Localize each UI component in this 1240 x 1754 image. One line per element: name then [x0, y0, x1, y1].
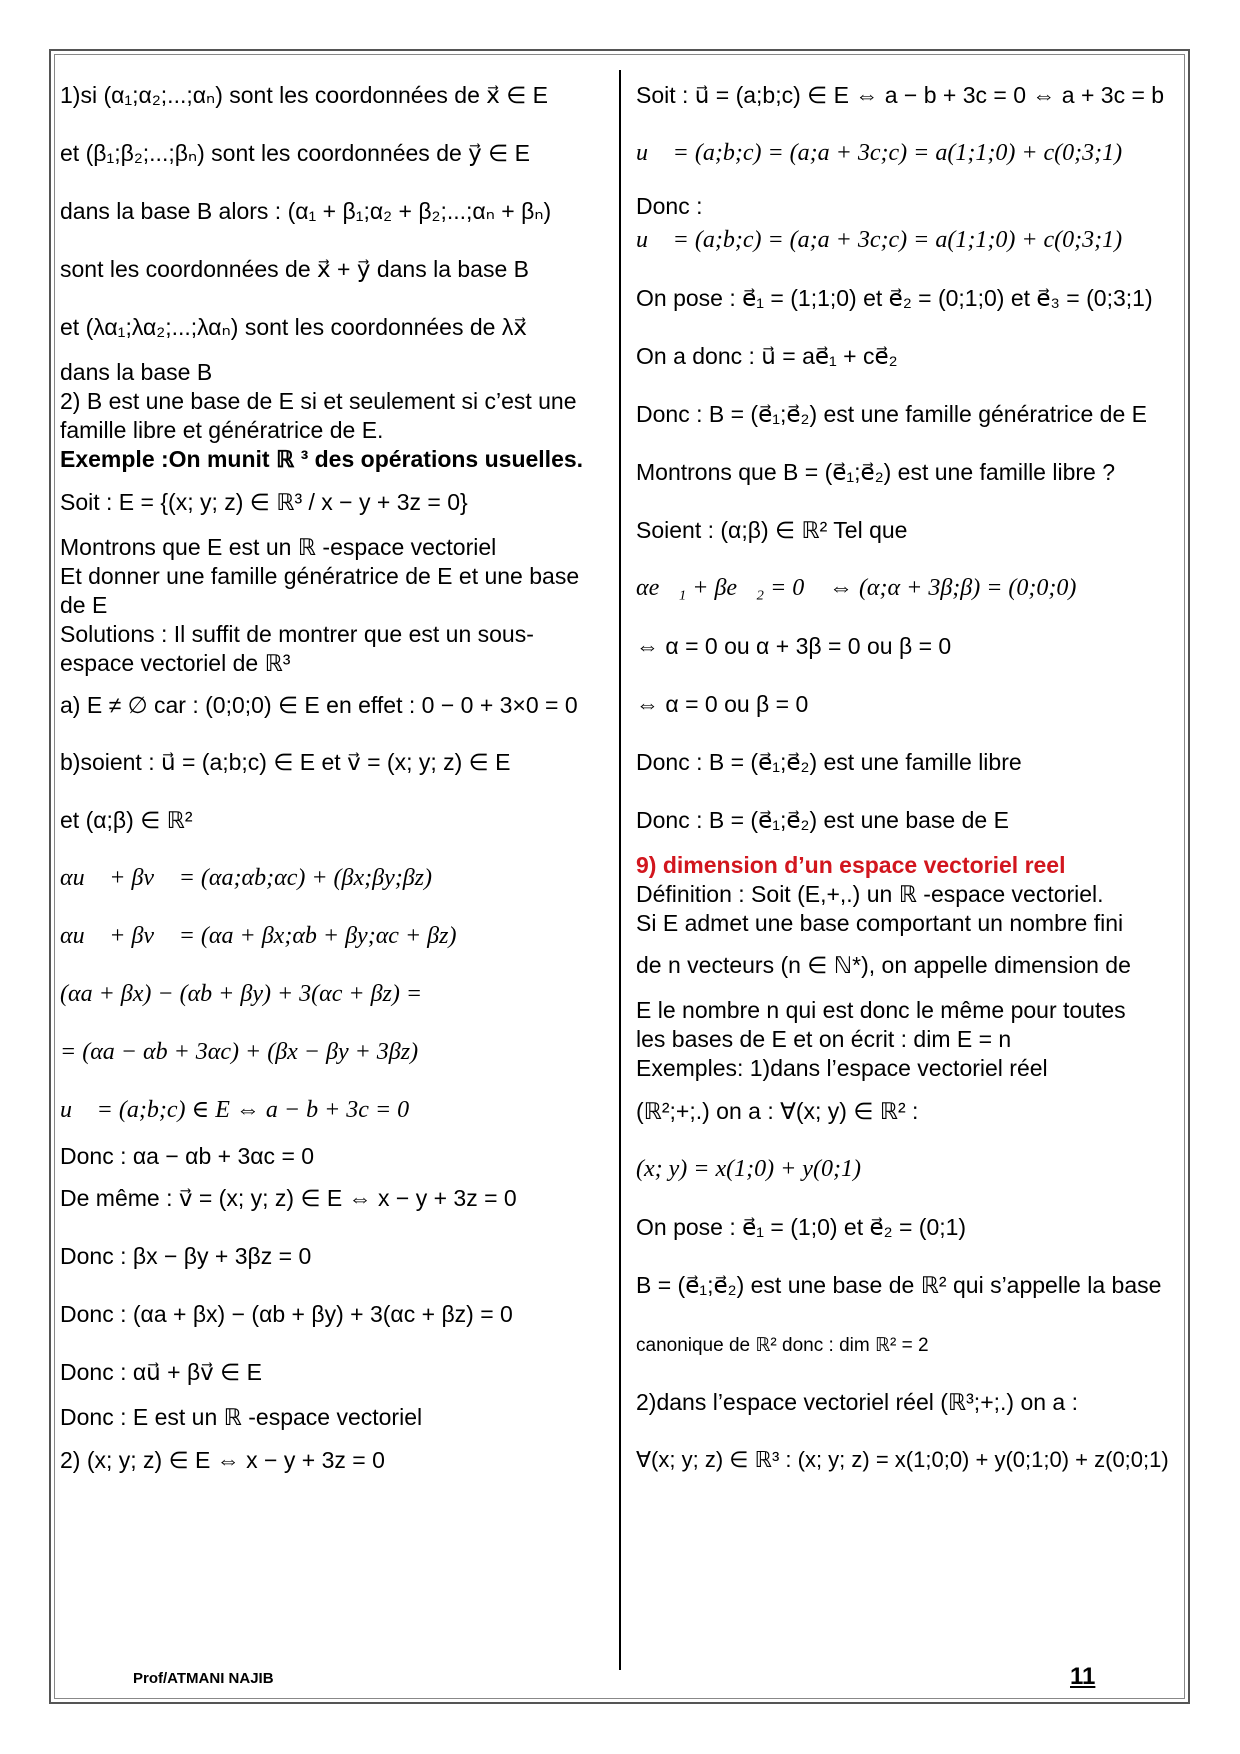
left-line-8: famille libre et génératrice de E.	[60, 417, 384, 443]
left-line-1: 1)si (α₁;α₂;...;αₙ) sont les coordonnées de x⃗ ∈ E	[60, 82, 549, 108]
right-line-13: Donc : B = (e⃗₁;e⃗₂) est une famille libre	[636, 749, 1022, 775]
right-line-22: (ℝ²;+;.) on a : ∀(x; y) ∈ ℝ² :	[636, 1098, 919, 1124]
right-eq-4: u⃗ = (a;b;c) = (a;a + 3c;c) = a(1;1;0) + c(0;3;1)	[636, 227, 1123, 253]
right-line-26: canonique de ℝ² donc : dim ℝ² = 2	[636, 1335, 929, 1356]
left-line-2: et (β₁;β₂;...;βₙ) sont les coordonnées de y⃗ ∈ E	[60, 140, 530, 166]
left-line-15: espace vectoriel de ℝ³	[60, 650, 291, 676]
right-line-6: On a donc : u⃗ = ae⃗₁ + ce⃗₂	[636, 343, 898, 369]
left-line-10: Soit : E = {(x; y; z) ∈ ℝ³ / x − y + 3z = 0}	[60, 489, 468, 515]
right-line-20: les bases de E et on écrit : dim E = n	[636, 1026, 1012, 1052]
right-line-9: Soient : (α;β) ∈ ℝ² Tel que	[636, 517, 908, 543]
left-line-24: Donc : αa − αb + 3αc = 0	[60, 1143, 315, 1169]
right-line-5: On pose : e⃗₁ = (1;1;0) et e⃗₂ = (0;1;0) et e⃗₃ = (0;3;1)	[636, 285, 1153, 311]
left-line-6: dans la base B	[60, 359, 213, 385]
right-eq-2: u⃗ = (a;b;c) = (a;a + 3c;c) = a(1;1;0) + c(0;3;1)	[636, 140, 1123, 166]
footer-author: Prof/ATMANI NAJIB	[133, 1670, 274, 1687]
left-line-11: Montrons que E est un ℝ -espace vectoriel	[60, 534, 497, 560]
left-line-26: Donc : βx − βy + 3βz = 0	[60, 1243, 312, 1269]
right-line-17: Si E admet une base comportant un nombre fini	[636, 910, 1124, 936]
left-eq-21: (αa + βx) − (αb + βy) + 3(αc + βz) =	[60, 981, 423, 1007]
left-line-28: Donc : αu⃗ + βv⃗ ∈ E	[60, 1359, 262, 1385]
left-line-17: b)soient : u⃗ = (a;b;c) ∈ E et v⃗ = (x; y; z) ∈ E	[60, 749, 511, 775]
left-eq-23: u⃗ = (a;b;c) ∈ E ⇔ a − b + 3c = 0	[60, 1097, 410, 1123]
right-line-19: E le nombre n qui est donc le même pour toutes	[636, 997, 1126, 1023]
right-line-3: Donc :	[636, 193, 703, 219]
right-line-12: ⇔ α = 0 ou β = 0	[636, 691, 809, 717]
left-eq-19: αu⃗ + βv⃗ = (αa;αb;αc) + (βx;βy;βz)	[60, 865, 433, 891]
left-line-7: 2) B est une base de E si et seulement si c’est une	[60, 388, 577, 414]
left-line-29: Donc : E est un ℝ -espace vectoriel	[60, 1404, 423, 1430]
right-line-25: B = (e⃗₁;e⃗₂) est une base de ℝ² qui s’appelle la base	[636, 1272, 1162, 1298]
solutions-heading: Solutions : Il suffit de montrer que est un sous-	[60, 621, 534, 647]
left-line-18: et (α;β) ∈ ℝ²	[60, 807, 193, 833]
left-eq-22: = (αa − αb + 3αc) + (βx − βy + 3βz)	[60, 1039, 419, 1065]
examples-heading: Exemples: 1)dans l’espace vectoriel réel	[636, 1055, 1048, 1081]
right-line-8: Montrons que B = (e⃗₁;e⃗₂) est une famille libre ?	[636, 459, 1116, 485]
left-line-30: 2) (x; y; z) ∈ E ⇔ x − y + 3z = 0	[60, 1447, 385, 1473]
right-line-14: Donc : B = (e⃗₁;e⃗₂) est une base de E	[636, 807, 1009, 833]
right-eq-23: (x; y) = x(1;0) + y(0;1)	[636, 1156, 861, 1182]
left-line-13: de E	[60, 592, 108, 618]
left-line-12: Et donner une famille génératrice de E et une base	[60, 563, 580, 589]
left-eq-20: αu⃗ + βv⃗ = (αa + βx;αb + βy;αc + βz)	[60, 923, 457, 949]
right-line-28: ∀(x; y; z) ∈ ℝ³ : (x; y; z) = x(1;0;0) + y(0;1;0) + z(0;0;1)	[636, 1447, 1169, 1472]
left-line-25: De même : v⃗ = (x; y; z) ∈ E ⇔ x − y + 3z = 0	[60, 1185, 517, 1211]
page-number: 11	[1070, 1663, 1096, 1690]
right-line-7: Donc : B = (e⃗₁;e⃗₂) est une famille génératrice de E	[636, 401, 1147, 427]
left-line-5: et (λα₁;λα₂;...;λαₙ) sont les coordonnées de λx⃗	[60, 314, 527, 340]
section-heading-dimension: 9) dimension d’un espace vectoriel reel	[636, 852, 1066, 878]
definition-line: Définition : Soit (E,+,.) un ℝ -espace vectoriel.	[636, 881, 1104, 907]
right-eq-10: αe⃗₁ + βe⃗₂ = 0⃗ ⇔ (α;α + 3β;β) = (0;0;0)	[636, 575, 1077, 601]
right-line-18: de n vecteurs (n ∈ ℕ*), on appelle dimension de	[636, 952, 1131, 978]
right-line-11: ⇔ α = 0 ou α + 3β = 0 ou β = 0	[636, 633, 952, 659]
right-line-27: 2)dans l’espace vectoriel réel (ℝ³;+;.) on a :	[636, 1389, 1078, 1415]
column-divider	[619, 70, 621, 1670]
left-line-4: sont les coordonnées de x⃗ + y⃗ dans la base B	[60, 256, 529, 282]
example-heading: Exemple :On munit ℝ ³ des opérations usuelles.	[60, 446, 584, 472]
left-line-27: Donc : (αa + βx) − (αb + βy) + 3(αc + βz) = 0	[60, 1301, 513, 1327]
left-line-16: a) E ≠ ∅ car : (0;0;0) ∈ E en effet : 0 − 0 + 3×0 = 0	[60, 692, 578, 718]
right-line-24: On pose : e⃗₁ = (1;0) et e⃗₂ = (0;1)	[636, 1214, 967, 1240]
right-line-1: Soit : u⃗ = (a;b;c) ∈ E ⇔ a − b + 3c = 0 ⇔ a + 3c = b	[636, 82, 1165, 108]
left-line-3: dans la base B alors : (α₁ + β₁;α₂ + β₂;...;αₙ + βₙ)	[60, 198, 552, 224]
